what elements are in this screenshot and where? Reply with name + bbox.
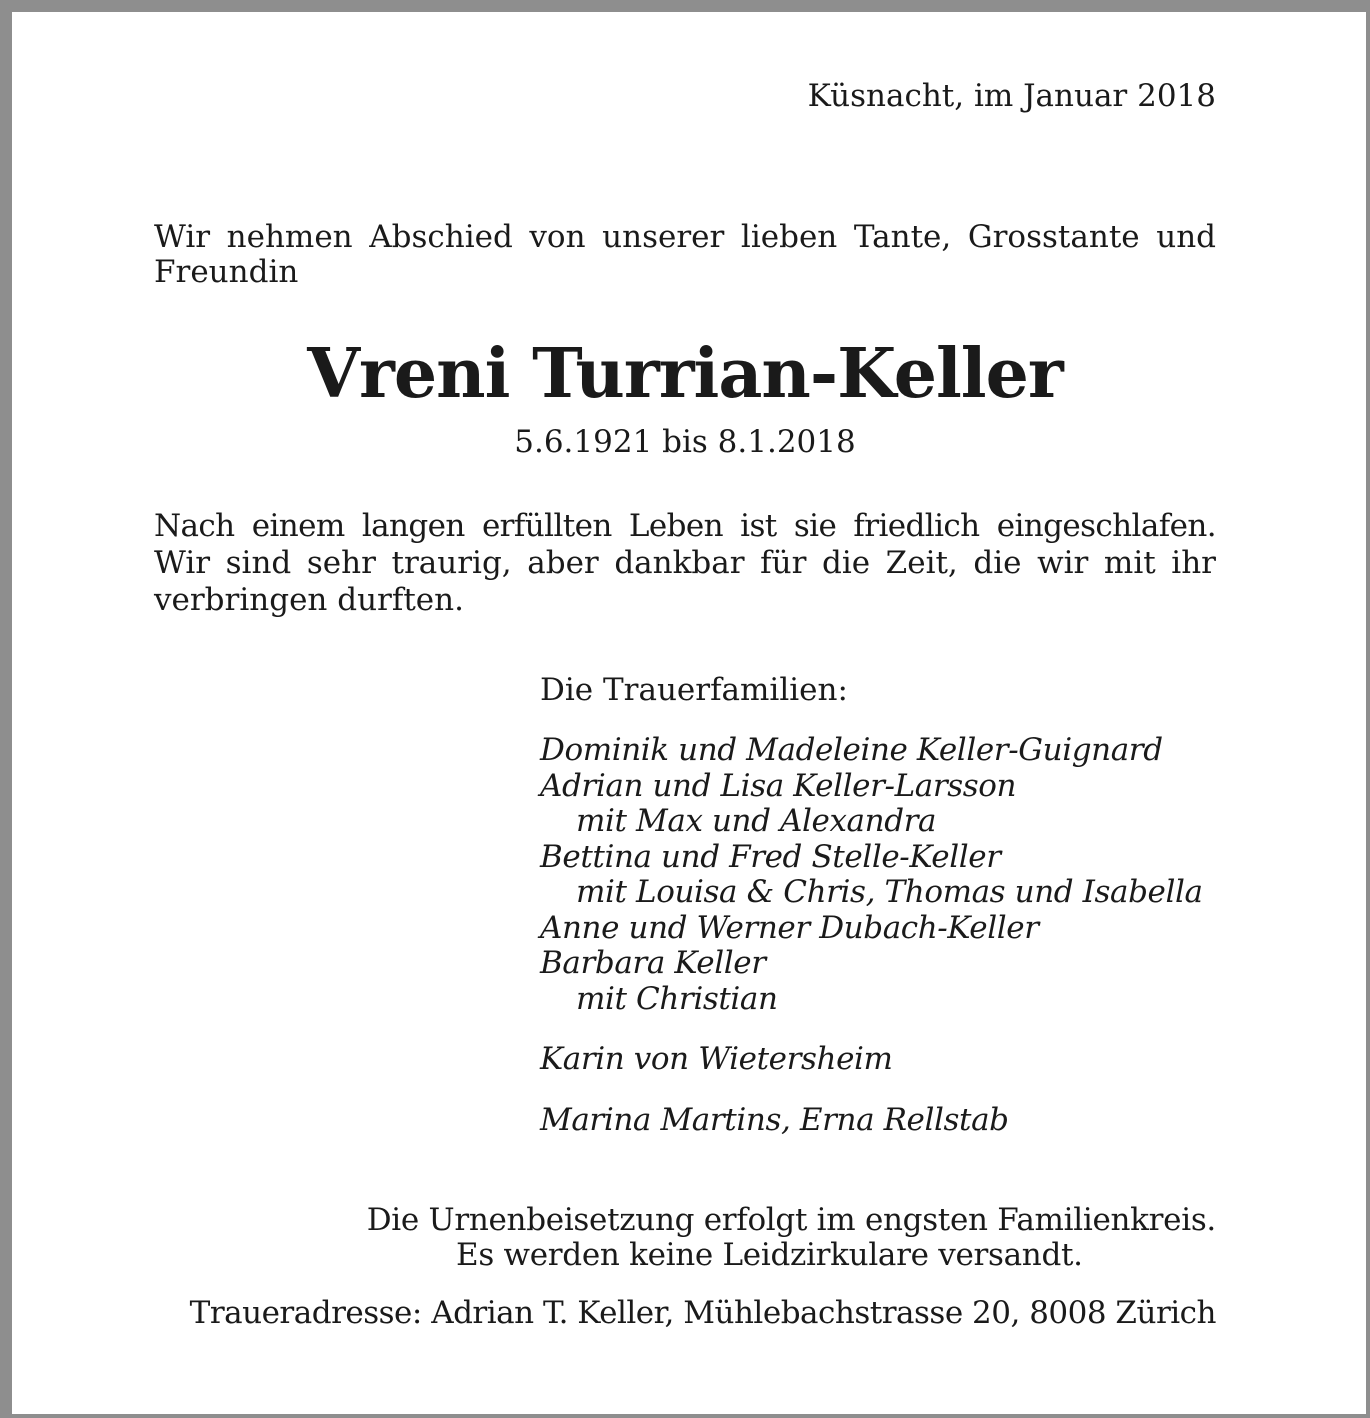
list-item: mit Christian	[576, 980, 778, 1017]
list-item: mit Max und Alexandra	[576, 803, 937, 839]
message-line-1: Nach einem langen erfüllten Leben ist sie friedlich eingeschlafen.	[154, 508, 1216, 544]
closing-line-1: Die Urnenbeisetzung erfolgt im engsten Familienkreis.	[366, 1202, 1216, 1238]
message-text	[154, 508, 1216, 619]
list-item: Bettina und Fred Stelle-Keller	[540, 838, 1001, 875]
closing-line-2: Es werden keine Leidzirkulare versandt.	[456, 1237, 1083, 1273]
list-item: Dominik und Madeleine Keller-Guignard	[540, 732, 1163, 768]
intro-line-2: Freundin	[154, 254, 299, 290]
friend-1: Karin von Wietersheim	[540, 1041, 893, 1077]
intro-line-1: Wir nehmen Abschied von unserer lieben Tante, Grosstante und	[154, 219, 1216, 255]
intro-text	[154, 220, 1216, 290]
mourners-heading: Die Trauerfamilien:	[540, 672, 848, 708]
mourning-address: Traueradresse: Adrian T. Keller, Mühlebachstrasse 20, 8008 Zürich	[189, 1295, 1216, 1331]
friend-2: Marina Martins, Erna Rellstab	[540, 1102, 1009, 1138]
life-dates: 5.6.1921 bis 8.1.2018	[514, 424, 856, 460]
list-item: Anne und Werner Dubach-Keller	[540, 909, 1039, 946]
message-line-2: Wir sind sehr traurig, aber dankbar für die Zeit, die wir mit ihr	[154, 545, 1216, 581]
list-item: Barbara Keller	[540, 945, 766, 981]
list-item: mit Louisa & Chris, Thomas und Isabella	[576, 874, 1203, 910]
deceased-name: Vreni Turrian-Keller	[307, 334, 1063, 414]
place-date: Küsnacht, im Januar 2018	[807, 78, 1216, 114]
list-item: Adrian und Lisa Keller-Larsson	[540, 767, 1017, 804]
message-line-3: verbringen durften.	[154, 582, 464, 618]
family-list	[540, 733, 1203, 1017]
